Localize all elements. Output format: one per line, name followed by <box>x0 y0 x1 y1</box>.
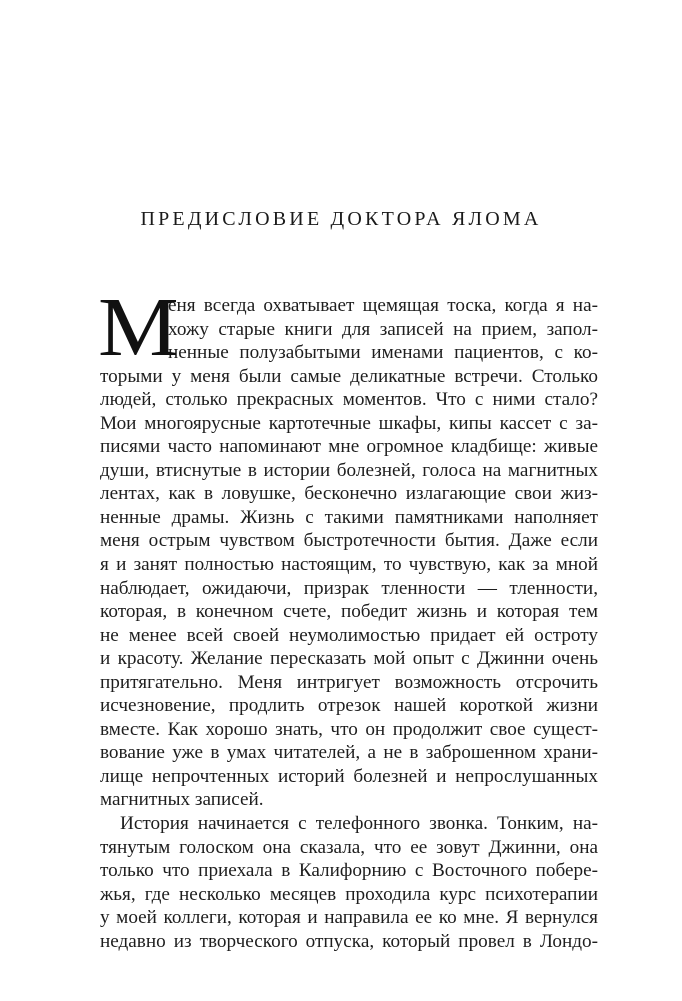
text-line: жья, где несколько месяцев проходила курс психотерапии <box>100 883 598 905</box>
text-line: лентах, как в ловушке, бесконечно излагающие свои жиз- <box>100 483 598 505</box>
drop-cap: М <box>98 281 179 374</box>
text-line: магнитных записей. <box>100 789 264 811</box>
text-line: притягательно. Меня интригует возможность отсрочить <box>100 671 598 693</box>
text-line: у моей коллеги, которая и направила ее ко мне. Я вернулся <box>100 907 598 929</box>
chapter-title: ПРЕДИСЛОВИЕ ДОКТОРА ЯЛОМА <box>140 208 542 230</box>
text-line: и красоту. Желание пересказать мой опыт с Джинни очень <box>100 648 598 670</box>
text-line: которая, в конечном счете, победит жизнь и которая тем <box>100 601 598 623</box>
text-line: людей, столько прекрасных моментов. Что с ними стало? <box>100 389 598 411</box>
body-text <box>98 281 598 953</box>
text-line: наблюдает, ожидаючи, призрак тленности — тленности, <box>100 577 598 599</box>
text-line: торыми у меня были самые деликатные встречи. Столько <box>100 365 598 387</box>
text-line: меня острым чувством быстротечности бытия. Даже если <box>100 530 598 552</box>
text-line: хожу старые книги для записей на прием, запол- <box>168 318 598 340</box>
text-line: только что приехала в Калифорнию с Восточного побере- <box>100 860 598 882</box>
text-line: вместе. Как хорошо знать, что он продолжит свое сущест- <box>100 718 598 740</box>
text-line: еня всегда охватывает щемящая тоска, когда я на- <box>168 295 598 316</box>
text-line: души, втиснутые в истории болезней, голоса на магнитных <box>100 459 598 481</box>
text-line: Мои многоярусные картотечные шкафы, кипы кассет с за- <box>100 412 598 434</box>
text-line: тянутым голоском она сказала, что ее зовут Джинни, она <box>100 836 598 858</box>
text-line: вование уже в умах читателей, а не в заброшенном храни- <box>100 742 598 764</box>
text-line: ненные полузабытыми именами пациентов, с ко- <box>168 342 598 364</box>
text-line: ненные драмы. Жизнь с такими памятниками наполняет <box>100 506 598 528</box>
text-line: лище непрочтенных историй болезней и непрослушанных <box>100 765 598 787</box>
text-line: исчезновение, продлить отрезок нашей короткой жизни <box>100 695 598 717</box>
text-line: я и занят полностью настоящим, то чувствую, как за мной <box>100 554 598 576</box>
text-line: недавно из творческого отпуска, который провел в Лондо- <box>100 930 598 952</box>
text-line: писями часто напоминают мне огромное кладбище: живые <box>100 436 598 458</box>
text-line: не менее всей своей неумолимостью придает ей остроту <box>100 624 598 646</box>
paragraph-2 <box>100 812 598 953</box>
text-line: История начинается с телефонного звонка. Тонким, на- <box>120 813 598 835</box>
